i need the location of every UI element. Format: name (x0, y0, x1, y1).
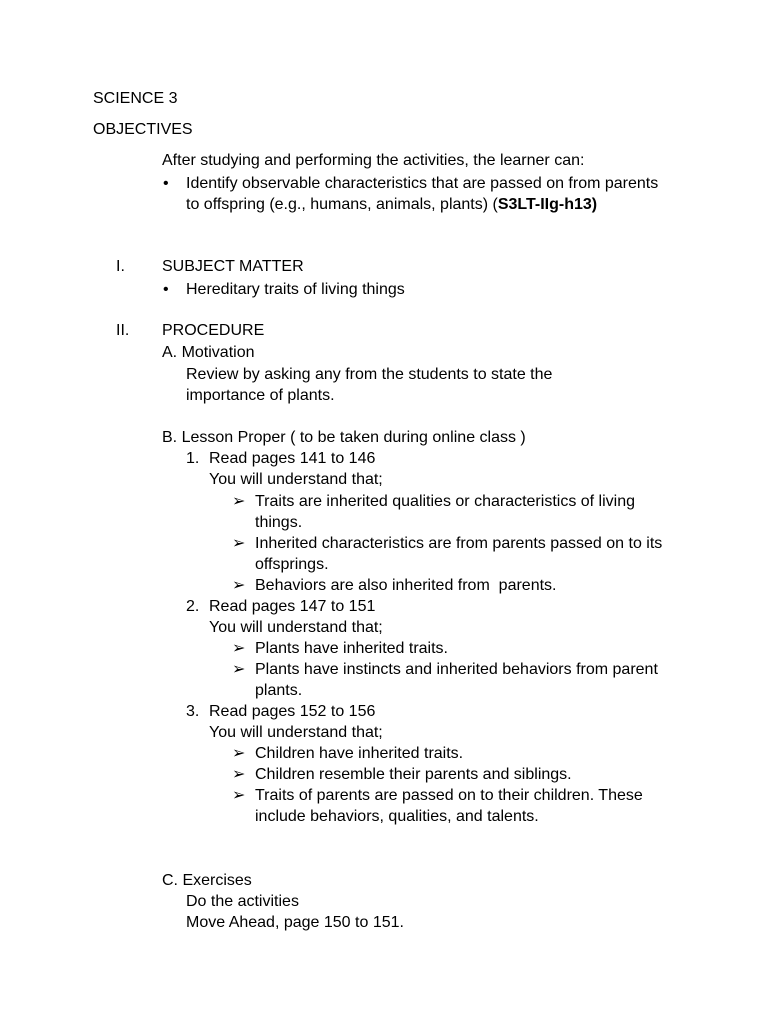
exercises-line-1: Do the activities (186, 893, 299, 910)
point-text: Traits are inherited qualities or characteristics of living things. (255, 493, 636, 531)
section-2-heading: PROCEDURE (162, 322, 265, 339)
point-text: Traits of parents are passed on to their children. These include behaviors, qualities, and talents. (255, 787, 643, 825)
arrow-bullet-icon: ➢ (232, 745, 246, 762)
arrow-bullet-icon: ➢ (232, 493, 246, 510)
bullet-marker: • (163, 281, 169, 298)
objective-code: S3LT-IIg-h13) (497, 196, 598, 213)
motivation-text: Review by asking any from the students to state the importance of plants. (186, 366, 553, 404)
point-text: Inherited characteristics are from parents passed on to its offsprings. (255, 535, 663, 573)
objective-text-main: Identify observable characteristics that are passed on from parents to offspring (e.g., humans, animals, plants) ( (186, 175, 659, 213)
exercises-line-2: Move Ahead, page 150 to 151. (186, 914, 404, 931)
point-text: Children resemble their parents and siblings. (255, 766, 572, 783)
arrow-bullet-icon: ➢ (232, 535, 246, 552)
subject-matter-text: Hereditary traits of living things (186, 281, 405, 298)
step-2-number: 2. (186, 598, 200, 615)
point-text: Children have inherited traits. (255, 745, 464, 762)
step-2-title: Read pages 147 to 151 (209, 598, 376, 615)
section-1-heading: SUBJECT MATTER (162, 258, 304, 275)
arrow-bullet-icon: ➢ (232, 577, 246, 594)
lesson-proper-label: B. Lesson Proper ( to be taken during online class ) (162, 429, 526, 446)
step-2-intro: You will understand that; (209, 619, 383, 636)
objective-text (186, 173, 676, 215)
step-3-intro: You will understand that; (209, 724, 383, 741)
bullet-marker: • (163, 175, 169, 192)
motivation-label: A. Motivation (162, 344, 255, 361)
objectives-heading: OBJECTIVES (93, 121, 193, 138)
arrow-bullet-icon: ➢ (232, 787, 246, 804)
arrow-bullet-icon: ➢ (232, 661, 246, 678)
exercises-label: C. Exercises (162, 872, 252, 889)
step-3-title: Read pages 152 to 156 (209, 703, 376, 720)
step-1-intro: You will understand that; (209, 471, 383, 488)
section-1-numeral: I. (116, 258, 125, 275)
point-text: Plants have instincts and inherited behaviors from parent plants. (255, 661, 658, 699)
objectives-intro: After studying and performing the activities, the learner can: (162, 152, 585, 169)
step-3-number: 3. (186, 703, 200, 720)
step-1-title: Read pages 141 to 146 (209, 450, 376, 467)
arrow-bullet-icon: ➢ (232, 766, 246, 783)
point-text: Behaviors are also inherited from parents. (255, 577, 557, 594)
point-text: Plants have inherited traits. (255, 640, 448, 657)
arrow-bullet-icon: ➢ (232, 640, 246, 657)
step-1-number: 1. (186, 450, 200, 467)
section-2-numeral: II. (116, 322, 130, 339)
subject-title: SCIENCE 3 (93, 90, 178, 107)
